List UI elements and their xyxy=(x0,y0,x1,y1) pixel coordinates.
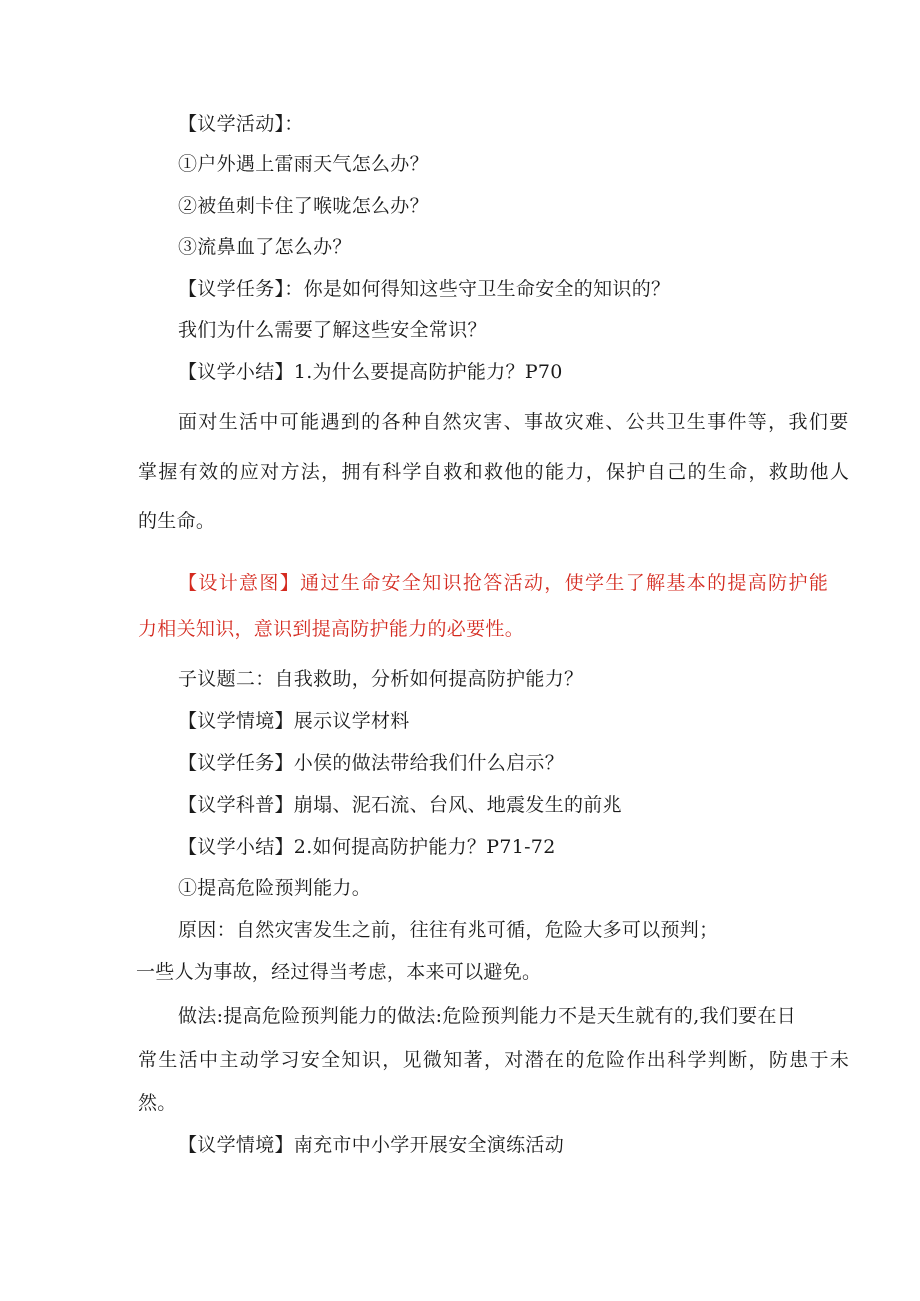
sub-topic-2-title: 子议题二：自我救助，分析如何提高防护能力？ xyxy=(178,668,584,690)
sub-topic-2-task: 【议学任务】小侯的做法带给我们什么启示？ xyxy=(178,752,565,774)
sub-topic-2-point-1: ①提高危险预判能力。 xyxy=(178,877,372,899)
summary1-paragraph-line-3: 的生命。 xyxy=(138,510,216,532)
task1-line-2: 我们为什么需要了解这些安全常识？ xyxy=(178,319,487,341)
sub-topic-2-science: 【议学科普】崩塌、泥石流、台风、地震发生的前兆 xyxy=(178,794,622,816)
reason-line-2: 一些人为事故，经过得当考虑，本来可以避免。 xyxy=(136,961,542,983)
activity-question-3: ③流鼻血了怎么办？ xyxy=(178,236,352,258)
summary1-paragraph-line-2: 掌握有效的应对方法，拥有科学自救和救他的能力，保护自己的生命，救助他人 xyxy=(138,461,851,483)
summary1-paragraph-line-1: 面对生活中可能遇到的各种自然灾害、事故灾难、公共卫生事件等，我们要 xyxy=(178,411,850,433)
activity-question-1: ①户外遇上雷雨天气怎么办？ xyxy=(178,153,429,175)
sub-topic-2-situation-2: 【议学情境】南充市中小学开展安全演练活动 xyxy=(178,1134,565,1156)
design-intent-line-1: 【设计意图】通过生命安全知识抢答活动，使学生了解基本的提高防护能 xyxy=(178,572,830,594)
reason-line-1: 原因：自然灾害发生之前，往往有兆可循，危险大多可以预判； xyxy=(178,919,719,941)
sub-topic-2-summary-heading: 【议学小结】2.如何提高防护能力？P71-72 xyxy=(178,836,556,858)
method-line-2: 常生活中主动学习安全知识，见微知著，对潜在的危险作出科学判断，防患于未 xyxy=(138,1049,851,1071)
method-line-1: 做法:提高危险预判能力的做法:危险预判能力不是天生就有的,我们要在日 xyxy=(178,1005,797,1027)
activity-heading: 【议学活动】： xyxy=(178,113,304,135)
method-line-3: 然。 xyxy=(138,1092,177,1114)
task1-line-1: 【议学任务】：你是如何得知这些守卫生命安全的知识的？ xyxy=(178,278,671,300)
summary1-heading: 【议学小结】1.为什么要提高防护能力？P70 xyxy=(178,361,563,383)
sub-topic-2-situation: 【议学情境】展示议学材料 xyxy=(178,710,410,732)
design-intent-line-2: 力相关知识，意识到提高防护能力的必要性。 xyxy=(138,618,525,640)
activity-question-2: ②被鱼刺卡住了喉咙怎么办？ xyxy=(178,195,429,217)
